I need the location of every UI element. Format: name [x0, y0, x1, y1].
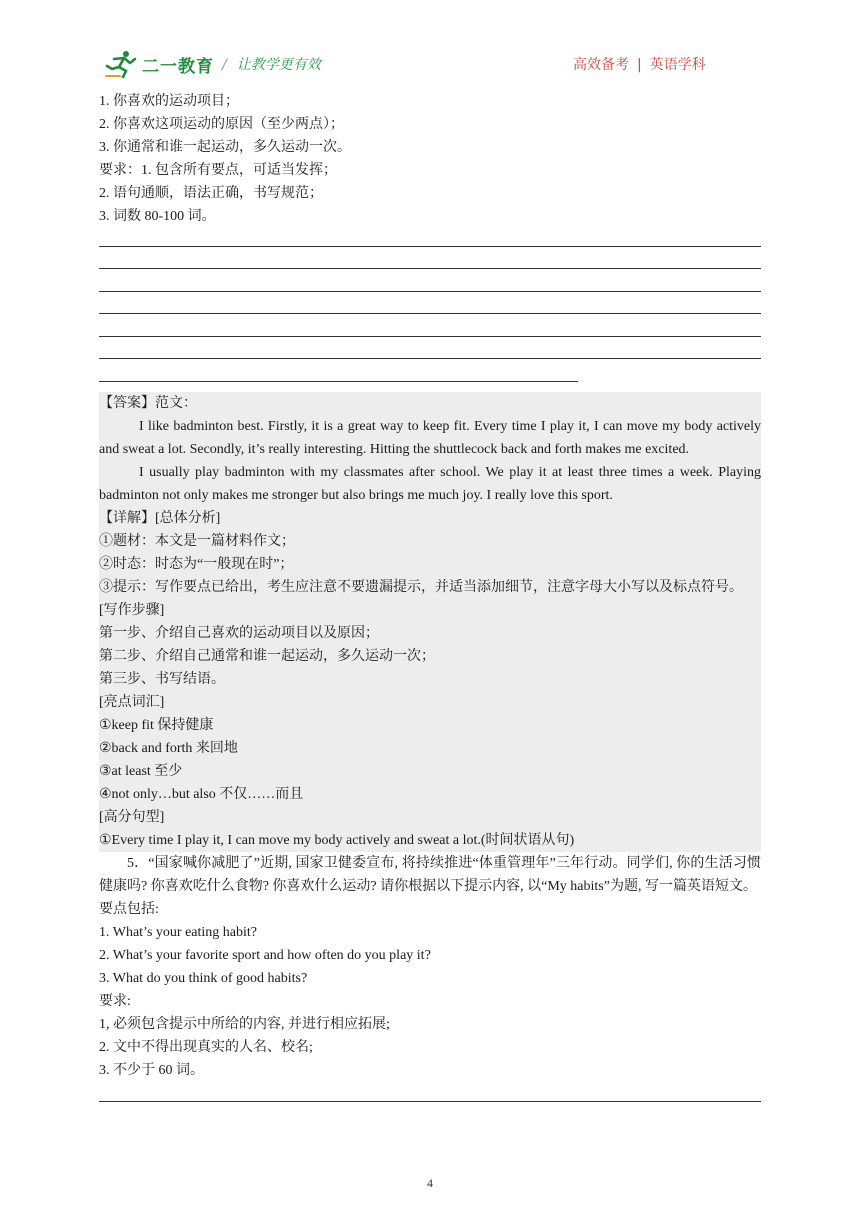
- answer-heading: 【答案】范文：: [99, 395, 197, 411]
- sample-paragraph-2: I usually play badminton with my classmates after school. We play it at least three times a week. Playing badminton not only makes me stronger but also brings me much joy. I really love this sport.: [99, 464, 761, 503]
- tag-right: 英语学科: [649, 57, 706, 73]
- vocab-item: ④not only…but also 不仅……而且: [99, 786, 304, 802]
- writing-line: [99, 275, 761, 298]
- analysis-tip: ③提示：写作要点已给出，考生应注意不要遗漏提示，并适当添加细节，注意字母大小写以及标点符号。: [99, 579, 743, 595]
- task5-points-heading: 要点包括:: [99, 901, 159, 917]
- page-number: 4: [427, 1176, 433, 1190]
- writing-line: [99, 343, 761, 366]
- writing-line: [99, 298, 761, 321]
- task5-req: 1, 必须包含提示中所给的内容, 并进行相应拓展;: [99, 1016, 390, 1032]
- step-item: 第二步、介绍自己通常和谁一起运动，多久运动一次；: [99, 648, 435, 664]
- writing-lines: [99, 230, 761, 388]
- vocab-item: ②back and forth 来回地: [99, 740, 238, 756]
- analysis-item: ①题材：本文是一篇材料作文；: [99, 533, 295, 549]
- task5-req: 2. 文中不得出现真实的人名、校名;: [99, 1039, 313, 1055]
- sentence-heading: [高分句型]: [99, 809, 165, 825]
- vocab-item: ①keep fit 保持健康: [99, 717, 214, 733]
- analysis-item: ②时态：时态为“一般现在时”；: [99, 556, 294, 572]
- task5-point: 1. What’s your eating habit?: [99, 924, 257, 940]
- task5-intro: 5．“国家喊你减肥了”近期, 国家卫健委宣布, 将持续推进“体重管理年”三年行动。同学们, 你的生活习惯健康吗? 你喜欢吃什么食物? 你喜欢什么运动? 请你根据以下提示内容, 以“My habits”为题, 写一篇英语短文。: [99, 855, 761, 894]
- task5-point: 2. What’s your favorite sport and how often do you play it?: [99, 947, 431, 963]
- tag-left: 高效备考: [573, 57, 629, 73]
- steps-heading: [写作步骤]: [99, 602, 165, 618]
- vocab-item: ③at least 至少: [99, 763, 183, 779]
- task5-req-heading: 要求:: [99, 993, 131, 1009]
- writing-line: [99, 1086, 761, 1109]
- task4-item: 3. 词数 80-100 词。: [99, 209, 216, 224]
- page-content: [99, 90, 761, 1108]
- detail-heading: 【详解】[总体分析]: [99, 510, 221, 526]
- task4-item: 1. 你喜欢的运动项目；: [99, 94, 239, 109]
- header-tagline: [573, 54, 706, 74]
- sentence-item: ①Every time I play it, I can move my body actively and sweat a lot.(时间状语从句): [99, 832, 575, 848]
- task4-item: 2. 语句通顺，语法正确，书写规范；: [99, 186, 323, 201]
- vocab-heading: [亮点词汇]: [99, 694, 165, 710]
- step-item: 第三步、书写结语。: [99, 671, 225, 687]
- logo: [104, 50, 214, 78]
- writing-line: [99, 320, 761, 343]
- answer-section: [99, 392, 761, 852]
- task4-item: 要求：1. 包含所有要点，可适当发挥；: [99, 163, 337, 178]
- slogan-divider: /: [222, 57, 227, 73]
- runner-icon: [104, 50, 138, 78]
- writing-line: [99, 365, 761, 388]
- page-header: [0, 0, 860, 86]
- writing-line: [99, 253, 761, 276]
- slogan: [222, 54, 321, 74]
- slogan-text: 让教学更有效: [236, 57, 321, 73]
- task4-item: 2. 你喜欢这项运动的原因（至少两点）；: [99, 117, 344, 132]
- writing-line: [99, 230, 761, 253]
- sample-paragraph-1: I like badminton best. Firstly, it is a great way to keep fit. Every time I play it, I can move my body actively and sweat a lot. Secondly, it’s really interesting. Hitting the shuttlecock back and forth makes me excited.: [99, 418, 761, 457]
- task5-point: 3. What do you think of good habits?: [99, 970, 308, 986]
- task4-item: 3. 你通常和谁一起运动，多久运动一次。: [99, 140, 351, 155]
- logo-text: 二一教育: [142, 56, 214, 77]
- step-item: 第一步、介绍自己喜欢的运动项目以及原因；: [99, 625, 379, 641]
- task5-req: 3. 不少于 60 词。: [99, 1062, 204, 1078]
- tag-separator: |: [637, 57, 642, 73]
